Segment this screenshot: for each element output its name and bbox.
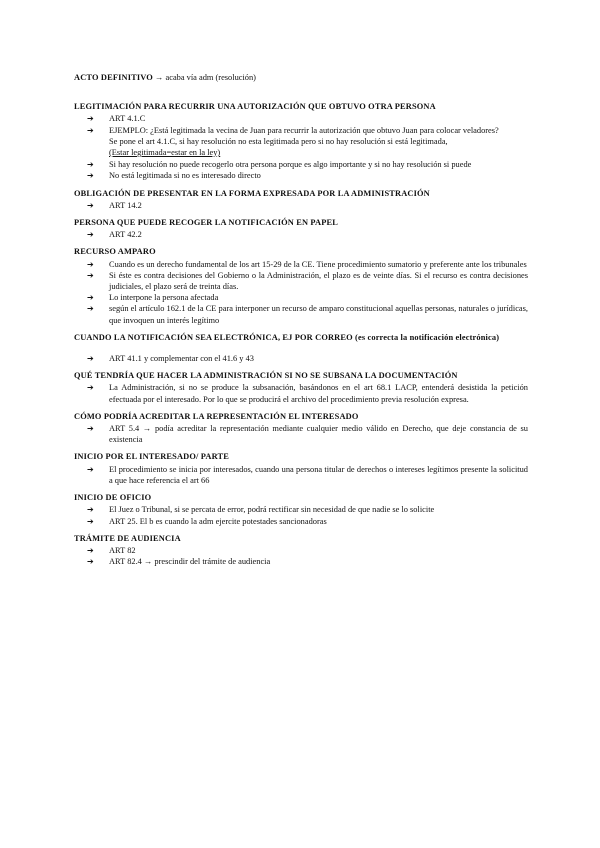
list-item-text: Cuando es un derecho fundamental de los art 15-29 de la CE. Tiene procedimiento sumatorio y preferente ante los tribunales bbox=[109, 259, 527, 269]
arrow-bullet-icon: ➔ bbox=[87, 270, 94, 280]
intro-line bbox=[74, 72, 528, 83]
list-item bbox=[74, 113, 528, 124]
section-heading-note: (es correcta la notificación electrónica) bbox=[352, 332, 500, 342]
bullet-list bbox=[74, 464, 528, 486]
bullet-list bbox=[74, 382, 528, 404]
arrow-bullet-icon: ➔ bbox=[87, 171, 94, 181]
list-item-text: ART 41.1 y complementar con el 41.6 y 43 bbox=[109, 354, 254, 364]
section-heading: OBLIGACIÓN DE PRESENTAR EN LA FORMA EXPRESADA POR LA ADMINISTRACIÓN bbox=[74, 188, 430, 198]
bullet-list bbox=[74, 504, 528, 526]
list-item bbox=[74, 545, 528, 556]
list-item-text: La Administración, si no se produce la subsanación, basándonos en el art 68.1 LACP, entenderá desistida la petición efectuada por el interesado. Por lo que se producirá el archivo del procedimiento previa resolución expresa. bbox=[109, 383, 528, 404]
list-item-text: Lo interpone la persona afectada bbox=[109, 293, 219, 303]
list-item-text: ART 82.4 → prescindir del trámite de audiencia bbox=[109, 557, 271, 567]
section-obligacion bbox=[74, 188, 528, 211]
arrow-bullet-icon: ➔ bbox=[87, 230, 94, 240]
arrow-bullet-icon: ➔ bbox=[87, 160, 94, 170]
list-item bbox=[74, 516, 528, 527]
list-item bbox=[74, 382, 528, 404]
section-heading: INICIO POR EL INTERESADO/ PARTE bbox=[74, 452, 229, 462]
bullet-list bbox=[74, 545, 528, 567]
list-item-text: No está legitimada si no es interesado directo bbox=[109, 171, 261, 181]
arrow-bullet-icon: ➔ bbox=[87, 304, 94, 314]
section-heading: RECURSO AMPARO bbox=[74, 247, 156, 257]
intro-term: ACTO DEFINITIVO bbox=[74, 73, 153, 82]
bullet-list bbox=[74, 113, 528, 135]
bullet-list bbox=[74, 259, 528, 326]
section-amparo bbox=[74, 246, 528, 325]
list-item bbox=[74, 259, 528, 270]
list-item bbox=[74, 423, 528, 445]
document-body bbox=[74, 72, 528, 573]
underlined-note: (Estar legitimada=estar en la ley) bbox=[109, 148, 221, 158]
section-heading bbox=[74, 332, 528, 343]
list-item bbox=[74, 270, 528, 292]
list-item-text: El Juez o Tribunal, si se percata de error, podrá rectificar sin necesidad de que nadie se lo solicite bbox=[109, 505, 435, 515]
list-item-text: ART 4.1.C bbox=[109, 114, 146, 124]
section-subsana bbox=[74, 370, 528, 405]
section-heading: INICIO DE OFICIO bbox=[74, 493, 152, 503]
list-item bbox=[74, 504, 528, 515]
list-item bbox=[74, 556, 528, 567]
list-item-text: ART 25. El b es cuando la adm ejercite potestades sancionadoras bbox=[109, 516, 327, 526]
list-item-text: El procedimiento se inicia por interesados, cuando una persona titular de derechos o intereses legítimos presente la solicitud a que hace referencia el art 66 bbox=[109, 464, 528, 485]
list-item-text: ART 14.2 bbox=[109, 200, 142, 210]
list-item bbox=[74, 303, 528, 325]
list-item-text: ART 82 bbox=[109, 545, 136, 555]
bullet-list bbox=[74, 229, 528, 240]
arrow-bullet-icon: ➔ bbox=[87, 125, 94, 135]
list-item bbox=[74, 159, 528, 170]
list-item bbox=[74, 125, 528, 136]
section-inicio-parte bbox=[74, 451, 528, 486]
section-electronica bbox=[74, 332, 528, 364]
bullet-list bbox=[74, 423, 528, 445]
bullet-list bbox=[74, 353, 528, 364]
section-legitimacion bbox=[74, 101, 528, 181]
continuation-text bbox=[74, 136, 528, 158]
section-heading: CÓMO PODRÍA ACREDITAR LA REPRESENTACIÓN EL INTERESADO bbox=[74, 411, 359, 421]
section-audiencia bbox=[74, 533, 528, 568]
arrow-bullet-icon: ➔ bbox=[87, 354, 94, 364]
section-persona bbox=[74, 217, 528, 240]
list-item bbox=[74, 464, 528, 486]
bullet-list bbox=[74, 200, 528, 211]
arrow-bullet-icon: ➔ bbox=[87, 505, 94, 515]
arrow-bullet-icon: ➔ bbox=[87, 464, 94, 474]
arrow-bullet-icon: ➔ bbox=[87, 424, 94, 434]
list-item bbox=[74, 353, 528, 364]
continuation-sentence: Se pone el art 4.1.C, si hay resolución no esta legitimada pero si no hay resolución si está legitimada, bbox=[109, 136, 448, 146]
arrow-bullet-icon: ➔ bbox=[87, 557, 94, 567]
arrow-bullet-icon: ➔ bbox=[87, 200, 94, 210]
section-heading: LEGITIMACIÓN PARA RECURRIR UNA AUTORIZACIÓN QUE OBTUVO OTRA PERSONA bbox=[74, 102, 436, 112]
section-heading: PERSONA QUE PUEDE RECOGER LA NOTIFICACIÓN EN PAPEL bbox=[74, 218, 338, 228]
list-item-text: ART 42.2 bbox=[109, 230, 142, 240]
intro-definition: → acaba vía adm (resolución) bbox=[152, 73, 256, 82]
section-representacion bbox=[74, 411, 528, 446]
arrow-bullet-icon: ➔ bbox=[87, 545, 94, 555]
list-item-text: Si hay resolución no puede recogerlo otra persona porque es algo importante y si no hay resolución si puede bbox=[109, 160, 472, 170]
section-inicio-oficio bbox=[74, 492, 528, 527]
section-heading: QUÉ TENDRÍA QUE HACER LA ADMINISTRACIÓN SI NO SE SUBSANA LA DOCUMENTACIÓN bbox=[74, 371, 458, 381]
section-heading-main: CUANDO LA NOTIFICACIÓN SEA ELECTRÓNICA, EJ POR CORREO bbox=[74, 332, 353, 342]
list-item-text: Si éste es contra decisiones del Gobierno o la Administración, el plazo es de veinte días. Si el recurso es contra decisiones judiciales, el plazo será de treinta días. bbox=[109, 270, 528, 292]
list-item bbox=[74, 292, 528, 303]
arrow-bullet-icon: ➔ bbox=[87, 259, 94, 269]
list-item bbox=[74, 170, 528, 181]
arrow-bullet-icon: ➔ bbox=[87, 114, 94, 124]
bullet-list bbox=[74, 159, 528, 181]
arrow-bullet-icon: ➔ bbox=[87, 383, 94, 393]
arrow-bullet-icon: ➔ bbox=[87, 516, 94, 526]
arrow-bullet-icon: ➔ bbox=[87, 293, 94, 303]
list-item-text: EJEMPLO: ¿Está legitimada la vecina de Juan para recurrir la autorización que obtuvo Juan para colocar veladores? bbox=[109, 125, 499, 135]
list-item bbox=[74, 200, 528, 211]
list-item-text: según el artículo 162.1 de la CE para interponer un recurso de amparo constitucional aquellas personas, naturales o jurídicas, que invoquen un interés legítimo bbox=[109, 304, 528, 325]
list-item-text: ART 5.4 → podía acreditar la representación mediante cualquier medio válido en Derecho, que deje constancia de su existencia bbox=[109, 424, 528, 445]
list-item bbox=[74, 229, 528, 240]
section-heading: TRÁMITE DE AUDIENCIA bbox=[74, 533, 181, 543]
